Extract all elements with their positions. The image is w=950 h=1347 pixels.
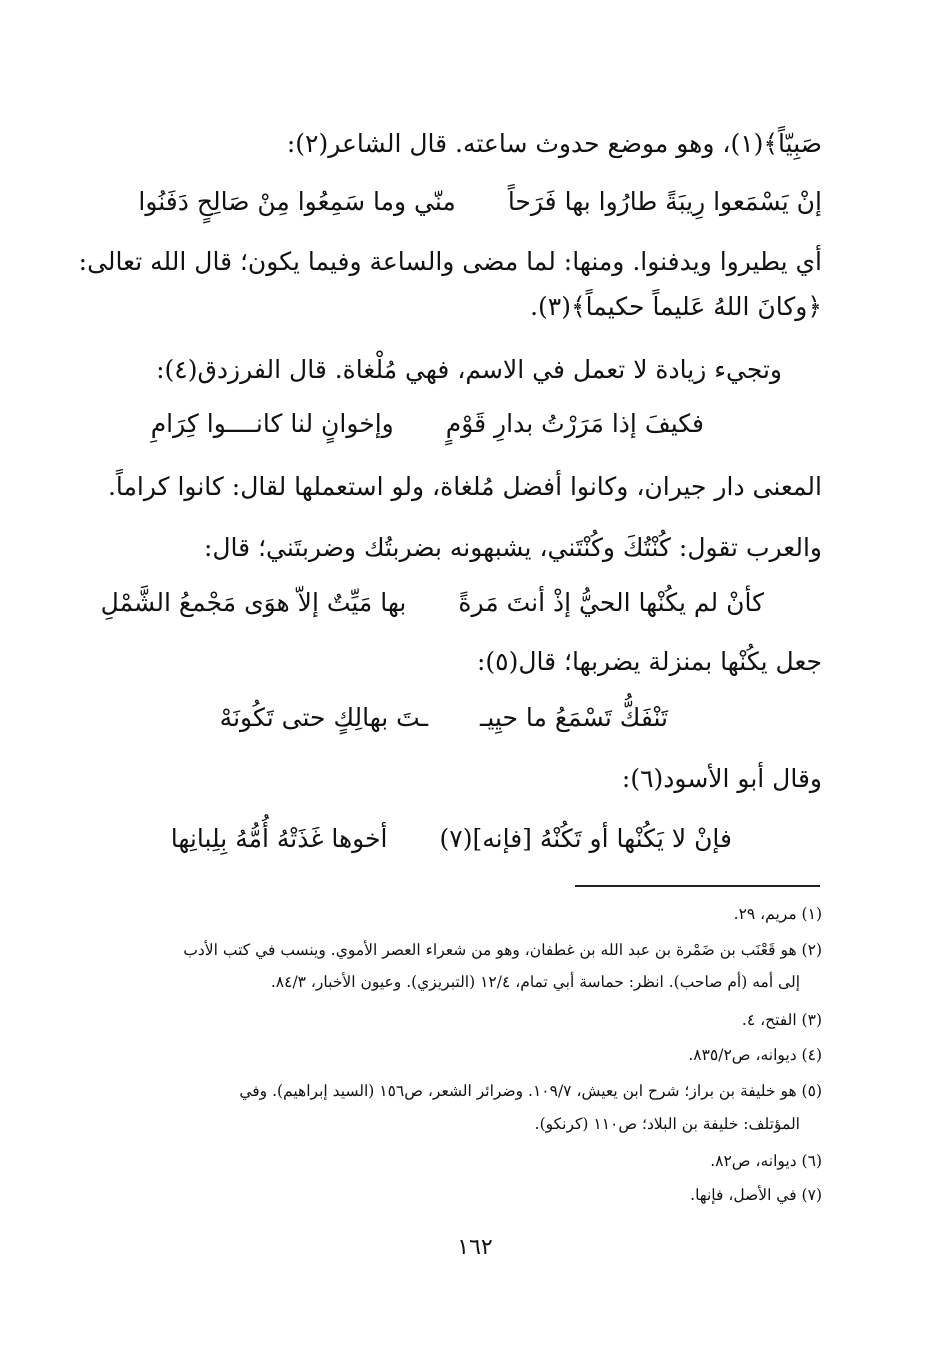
verse-3-first-hemistich: كأنْ لم يكُنْها الحيُّ إذْ أنتَ مَرةً — [458, 588, 764, 617]
body-line-3: ﴿وكانَ اللهُ عَليماً حكيماً﴾(٣). — [530, 292, 822, 321]
footnote-7: (٧) في الأصل، فإنها. — [690, 1186, 822, 1204]
footnote-1: (١) مريم، ٢٩. — [733, 905, 822, 923]
verse-1-first-hemistich: إنْ يَسْمَعوا رِيبَةً طارُوا بها فَرَحاً — [507, 187, 822, 216]
verse-2 — [151, 407, 704, 441]
verse-2-second-hemistich: وإخوانٍ لنا كانــــوا كِرَامِ — [150, 409, 394, 438]
verse-2-first-hemistich: فكيفَ إذا مَرَرْتُ بدارِ قَوْمٍ — [445, 409, 704, 438]
page-number: ١٦٢ — [457, 1235, 493, 1260]
verse-5-first-hemistich: فإنْ لا يَكُنْها أو تَكُنْهُ [فإنه](٧) — [439, 824, 732, 853]
footnote-2: (٢) هو قَعْنَب بن ضَمْرة بن عبد الله بن غطفان، وهو من شعراء العصر الأموي. وينسب في كتب الأدب — [183, 941, 822, 959]
body-line-7: جعل يكُنْها بمنزلة يضربها؛ قال(٥): — [476, 647, 822, 676]
footnote-separator — [575, 885, 820, 887]
body-line-4: وتجيء زيادة لا تعمل في الاسم، فهي مُلْغاة. قال الفرزدق(٤): — [156, 355, 782, 384]
verse-4 — [220, 701, 668, 735]
body-line-6: والعرب تقول: كُنْتُكَ وكُنْتَني، يشبهونه بضربتُك وضربتَني؛ قال: — [203, 533, 822, 562]
verse-4-second-hemistich: ـتَ بهالِكٍ حتى تَكُونَهْ — [219, 703, 429, 732]
footnote-4: (٤) ديوانه، ص٨٣٥/٢. — [688, 1046, 822, 1064]
body-line-8: وقال أبو الأسود(٦): — [621, 764, 822, 793]
footnote-6: (٦) ديوانه، ص٨٢. — [710, 1152, 822, 1170]
body-line-5: المعنى دار جيران، وكانوا أفضل مُلغاة، ولو استعملها لقال: كانوا كراماً. — [107, 472, 822, 501]
body-line-1: صَبِيّاً﴾(١)، وهو موضع حدوث ساعته. قال الشاعر(٢): — [286, 129, 822, 158]
verse-5 — [171, 822, 732, 856]
verse-3 — [101, 586, 764, 620]
verse-1-second-hemistich: منّي وما سَمِعُوا مِنْ صَالِحٍ دَفَنُوا — [138, 187, 456, 216]
footnote-5-continued: المؤتلف: خليفة بن البلاد؛ ص١١٠ (كرنكو). — [534, 1115, 800, 1133]
verse-1 — [138, 185, 822, 219]
footnote-2-continued: إلى أمه (أم صاحب). انظر: حماسة أبي تمام، ١٢/٤ (التبريزي). وعيون الأخبار، ٨٤/٣. — [270, 973, 800, 991]
verse-4-first-hemistich: تَنْفَكُّ تَسْمَعُ ما حيِيـ — [480, 703, 668, 732]
verse-5-second-hemistich: أخوها غَذَتْهُ أُمُّهُ بِلِبانِها — [170, 824, 388, 853]
footnote-3: (٣) الفتح، ٤. — [741, 1011, 822, 1029]
body-line-2: أي يطيروا ويدفنوا. ومنها: لما مضى والساعة وفيما يكون؛ قال الله تعالى: — [78, 247, 822, 276]
verse-3-second-hemistich: بها مَيِّتٌ إلاّ هوَى مَجْمعُ الشَّمْلِ — [100, 588, 407, 617]
footnote-5: (٥) هو خليفة بن براز؛ شرح ابن يعيش، ١٠٩/٧. وضرائر الشعر، ص١٥٦ (السيد إبراهيم). وفي — [239, 1082, 822, 1100]
